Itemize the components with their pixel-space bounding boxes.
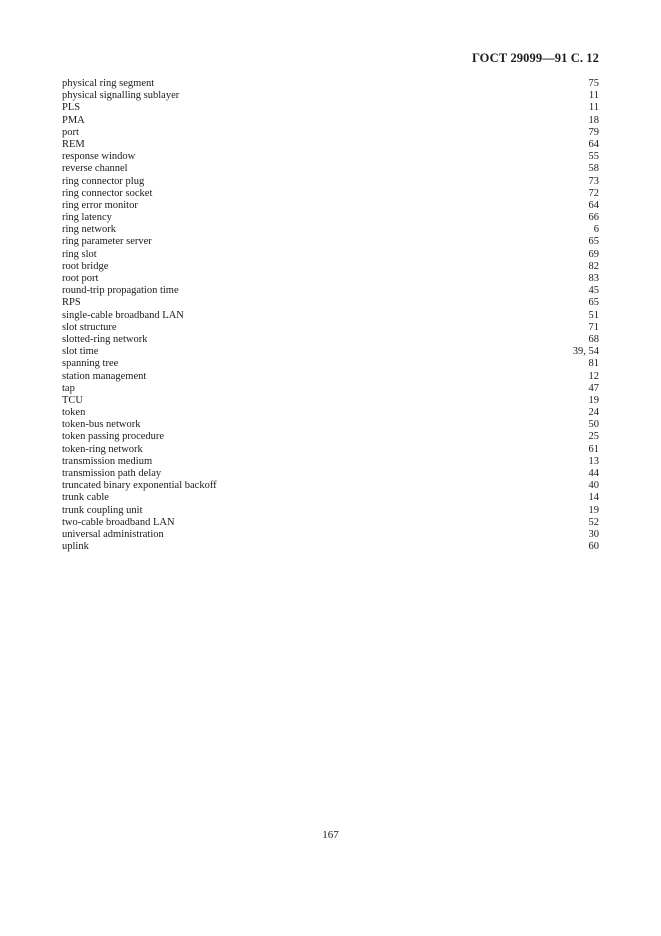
index-term: PMA [62,114,85,126]
index-term: TCU [62,394,83,406]
index-page-ref: 65 [588,297,599,309]
index-term: token-ring network [62,443,143,455]
index-entry [62,395,599,407]
index-entry [62,456,599,468]
index-page-ref: 83 [588,273,599,284]
index-term: tap [62,382,75,394]
index-entry [62,505,599,517]
index-list [62,78,599,553]
index-page-ref: 73 [588,175,599,187]
index-entry [62,334,599,346]
index-entry [62,78,599,90]
index-page-ref: 50 [588,419,599,431]
index-entry [62,127,599,139]
index-term: PLS [62,102,81,114]
index-term: single-cable broadband LAN [62,309,184,321]
index-page-ref: 11 [588,90,599,102]
index-entry [62,200,599,212]
index-page-ref: 69 [588,248,599,260]
index-page-ref: 14 [588,492,599,504]
index-term: root port [62,273,99,284]
index-term: slot time [62,346,99,358]
index-entry [62,468,599,480]
index-page-ref: 19 [588,394,599,406]
index-page-ref: 71 [588,321,599,333]
index-page-ref: 72 [588,187,599,199]
index-entry [62,285,599,297]
index-page-ref: 65 [588,236,599,248]
index-entry [62,383,599,395]
index-term: slot structure [62,321,117,333]
index-term: uplink [62,541,89,553]
index-entry [62,322,599,334]
index-page-ref: 60 [588,541,599,553]
index-page-ref: 51 [588,309,599,321]
index-entry [62,212,599,224]
index-term: RPS [62,297,81,309]
index-entry [62,444,599,456]
index-page-ref: 40 [588,480,599,492]
index-term: ring network [62,224,116,236]
index-term: station management [62,370,147,382]
index-page-ref: 61 [588,443,599,455]
index-entry [62,297,599,309]
index-entry [62,419,599,431]
index-term: response window [62,151,136,163]
index-entry [62,492,599,504]
index-page-ref: 68 [588,333,599,345]
index-page-ref: 25 [588,431,599,443]
index-page-ref: 55 [588,151,599,163]
index-entry [62,249,599,261]
index-page-ref: 44 [588,468,599,479]
index-term: reverse channel [62,163,128,175]
index-entry [62,517,599,529]
index-page-ref: 13 [588,455,599,467]
index-term: ring parameter server [62,236,152,248]
index-page-ref: 66 [588,212,599,224]
index-term: ring latency [62,212,112,224]
index-entry [62,529,599,541]
index-term: token passing procedure [62,431,165,443]
running-header: ГОСТ 29099—91 С. 12 [471,51,599,65]
index-entry [62,236,599,248]
index-term: port [62,126,79,138]
index-term: round-trip propagation time [62,285,179,297]
index-term: ring connector socket [62,187,153,199]
index-page-ref: 79 [588,126,599,138]
index-term: transmission path delay [62,468,162,479]
index-entry [62,273,599,285]
index-page-ref: 30 [588,528,599,540]
index-term: physical signalling sublayer [62,90,180,102]
index-entry [62,431,599,443]
index-entry [62,176,599,188]
index-entry [62,346,599,358]
index-page-ref: 18 [588,114,599,126]
index-entry [62,102,599,114]
index-page-ref: 24 [588,407,599,419]
index-term: two-cable broadband LAN [62,516,175,528]
index-page-ref: 81 [588,358,599,370]
index-page-ref: 39, 54 [572,346,599,358]
page-number: 167 [322,829,339,841]
index-page-ref: 45 [588,285,599,297]
index-entry [62,261,599,273]
index-entry [62,480,599,492]
index-term: ring connector plug [62,175,145,187]
index-term: truncated binary exponential backoff [62,480,217,492]
index-term: ring error monitor [62,199,138,211]
index-entry [62,541,599,553]
index-term: universal administration [62,528,164,540]
index-page-ref: 75 [588,78,599,89]
index-term: slotted-ring network [62,333,148,345]
index-term: spanning tree [62,358,119,370]
index-term: REM [62,138,85,150]
index-page-ref: 82 [588,260,599,272]
index-term: trunk cable [62,492,109,504]
index-entry [62,188,599,200]
index-page-ref: 12 [588,370,599,382]
index-term: trunk coupling unit [62,504,143,516]
index-page-ref: 52 [588,516,599,528]
index-term: root bridge [62,260,109,272]
index-page-ref: 64 [588,199,599,211]
index-page-ref: 47 [588,382,599,394]
index-entry [62,90,599,102]
index-term: token [62,407,86,419]
index-entry [62,115,599,127]
index-entry [62,310,599,322]
index-page-ref: 6 [593,224,599,236]
index-term: token-bus network [62,419,141,431]
index-entry [62,139,599,151]
index-term: physical ring segment [62,78,155,89]
index-entry [62,407,599,419]
index-entry [62,358,599,370]
index-entry [62,151,599,163]
index-entry [62,163,599,175]
index-page-ref: 19 [588,504,599,516]
index-entry [62,224,599,236]
index-page-ref: 11 [588,102,599,114]
index-term: transmission medium [62,455,153,467]
index-term: ring slot [62,248,97,260]
index-page-ref: 64 [588,138,599,150]
index-page-ref: 58 [588,163,599,175]
index-entry [62,371,599,383]
